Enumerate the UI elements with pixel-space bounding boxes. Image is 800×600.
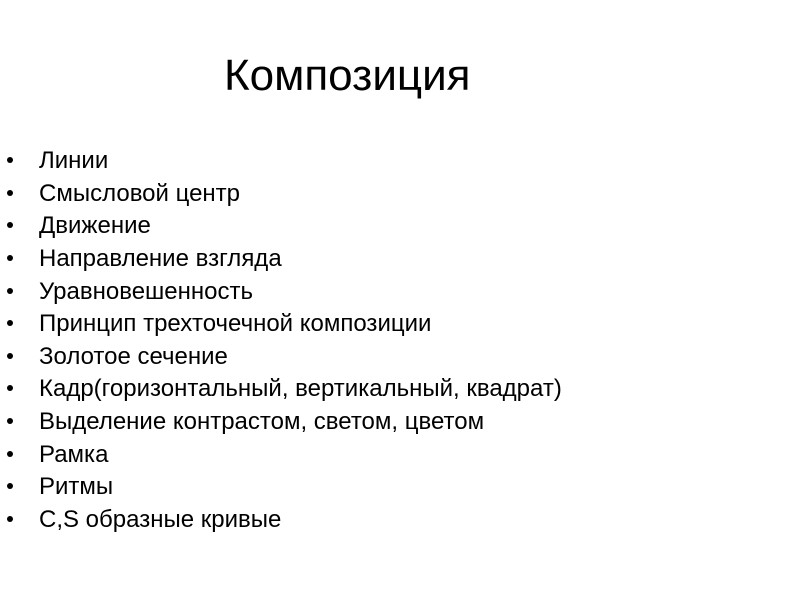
list-item-text: Рамка [39,440,109,468]
bullet-dot-icon [7,418,13,424]
bullet-dot-icon [7,353,13,359]
list-item-text: Принцип трехточечной композиции [39,310,432,338]
bullet-dot-icon [7,516,13,522]
bullet-dot-icon [7,320,13,326]
bullet-dot-icon [7,451,13,457]
list-item-text: Золотое сечение [39,342,228,370]
bullet-dot-icon [7,157,13,163]
bullet-dot-icon [7,483,13,489]
list-item-text: Выделение контрастом, светом, цветом [39,408,485,436]
bullet-dot-icon [7,385,13,391]
list-item-text: Уравновешенность [39,277,253,305]
list-item-text: Направление взгляда [39,245,282,273]
list-item-text: Ритмы [39,473,114,501]
list-item-text: Кадр(горизонтальный, вертикальный, квадрат) [39,375,562,403]
bullet-dot-icon [7,222,13,228]
slide-title: Композиция [224,51,471,100]
bullet-dot-icon [7,190,13,196]
bullet-dot-icon [7,255,13,261]
list-item-text: Движение [39,212,151,240]
list-item-text: Линии [39,147,109,175]
list-item-text: C,S образные кривые [39,505,282,533]
bullet-dot-icon [7,288,13,294]
list-item-text: Смысловой центр [39,179,241,207]
